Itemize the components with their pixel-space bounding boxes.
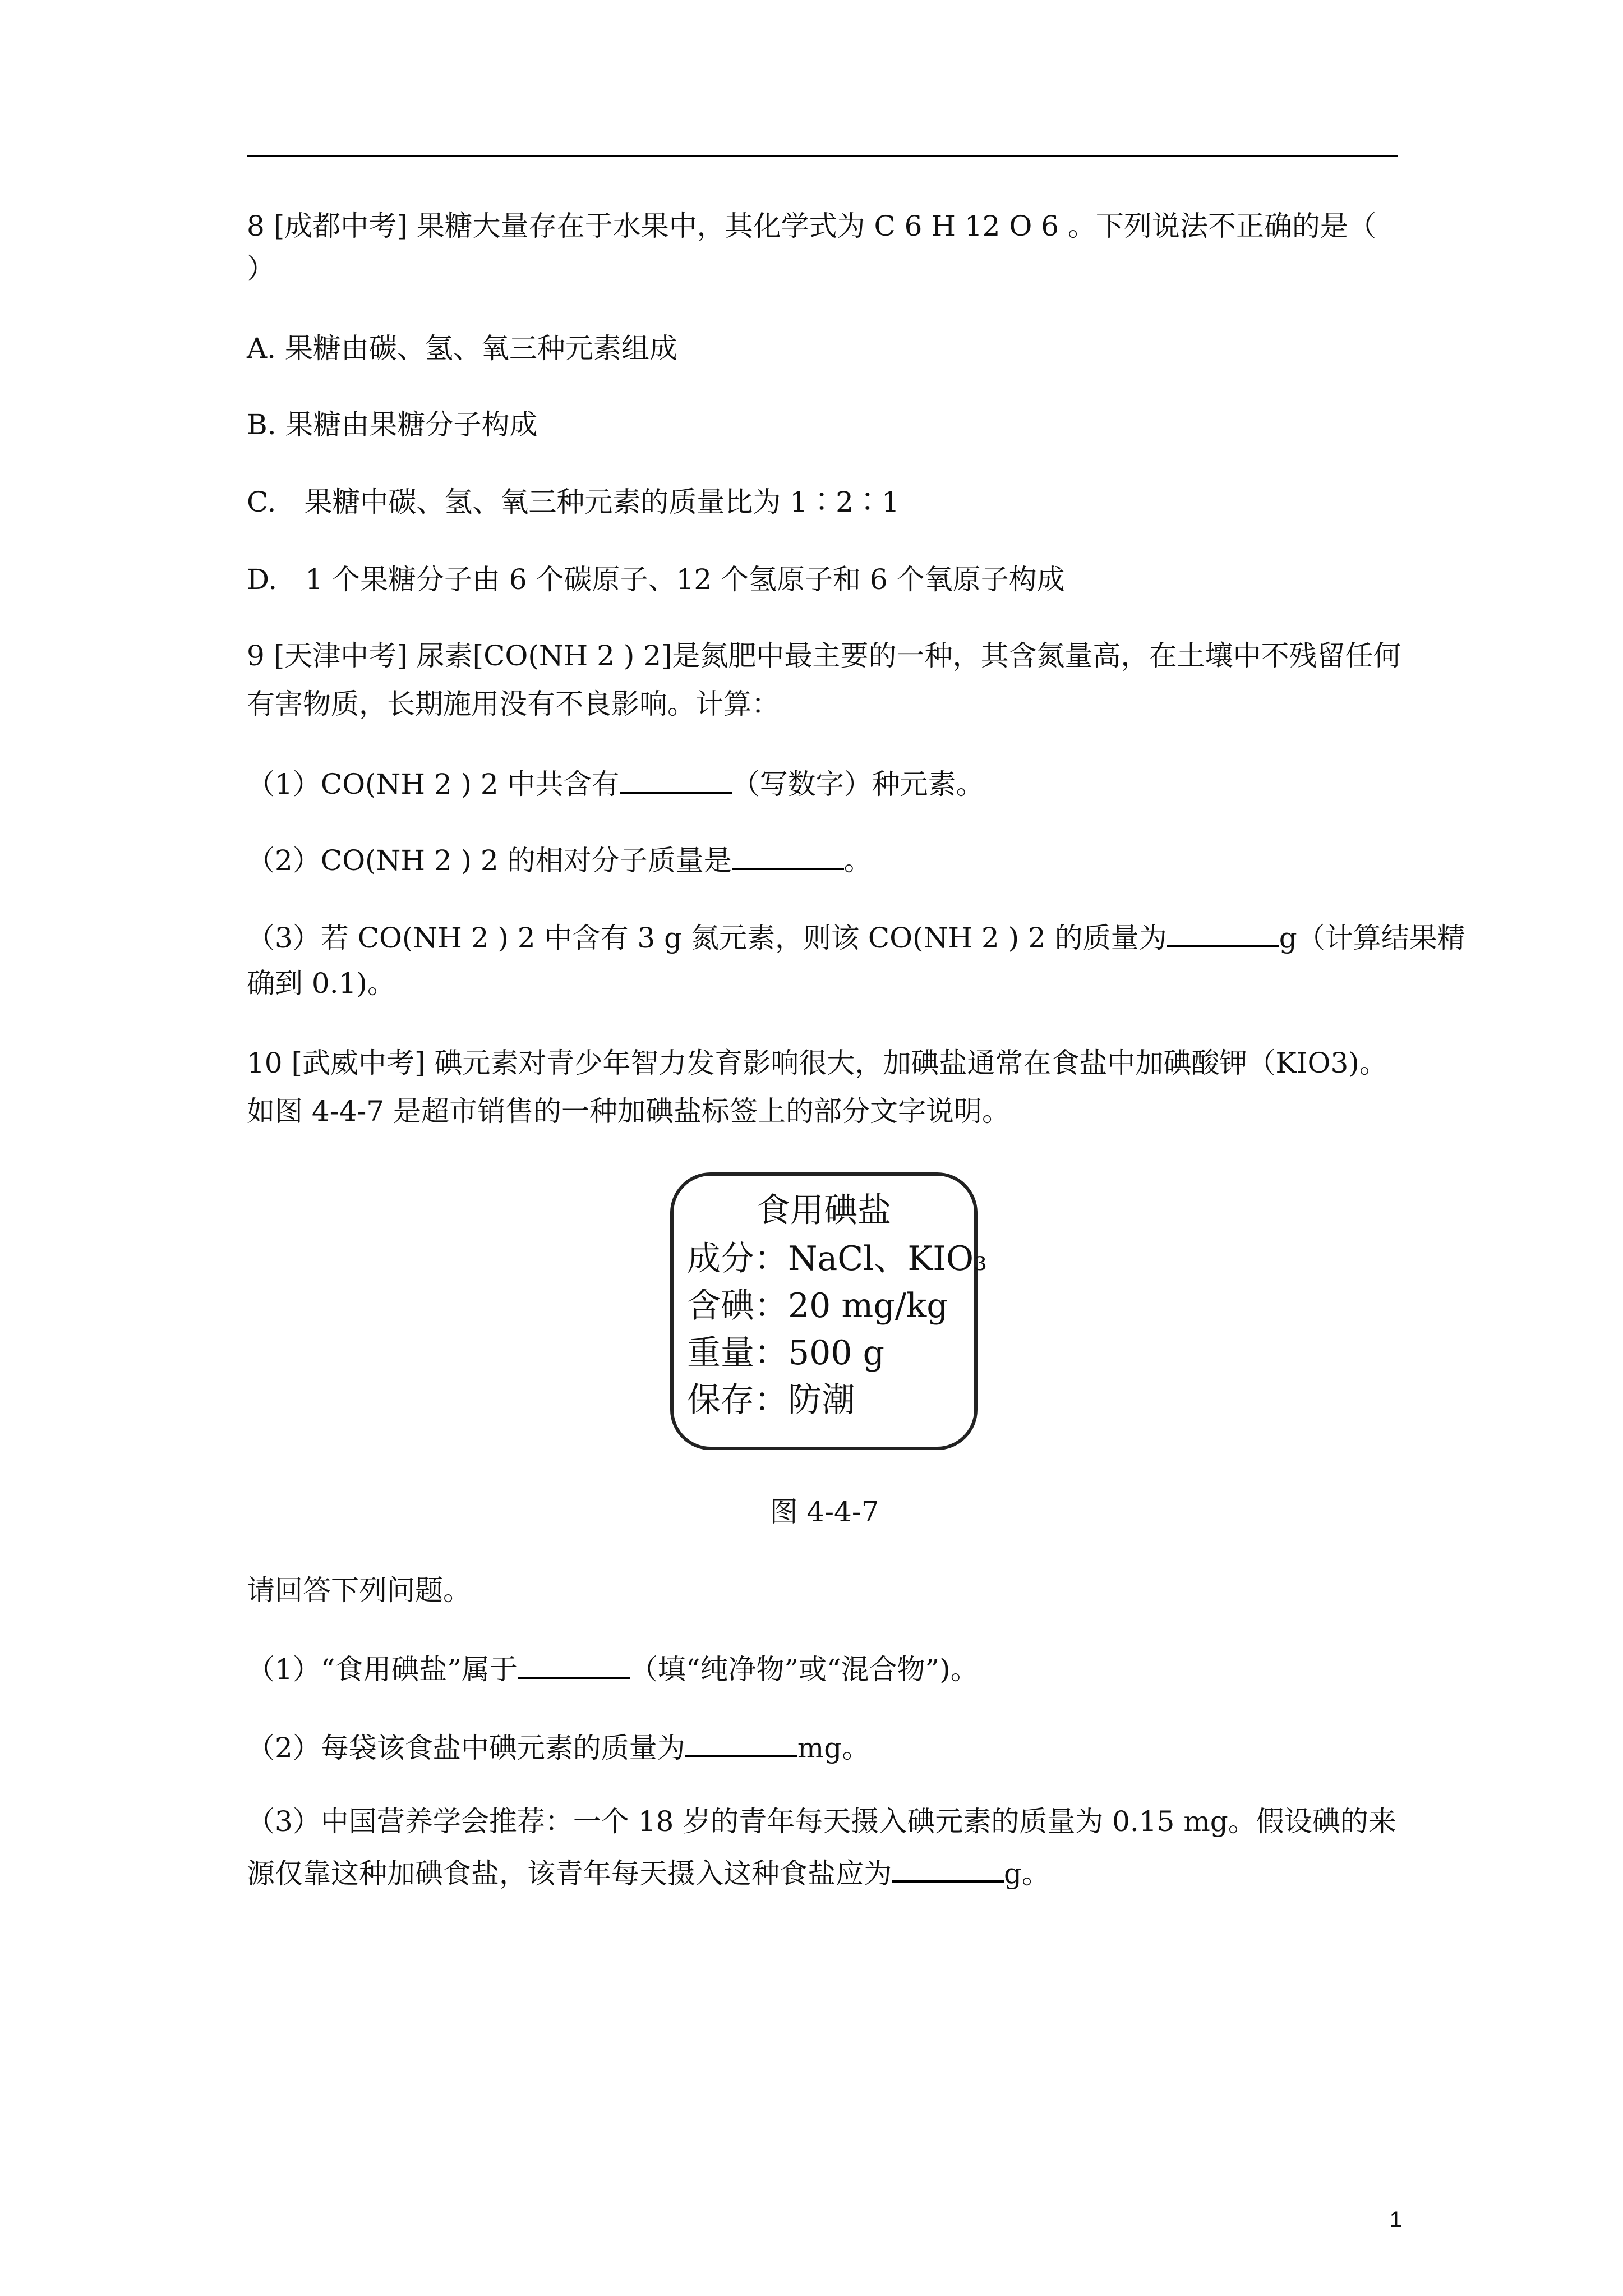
q9-part2 (247, 839, 1402, 880)
q8-option-b: B. 果糖由果糖分子构成 (247, 408, 538, 441)
salt-label-storage: 保存：防潮 (687, 1381, 855, 1420)
q10-part2 (247, 1726, 1402, 1768)
q9-part2-text-before: （2）CO(NH 2 ) 2 的相对分子质量是 (247, 844, 732, 877)
answer-blank[interactable] (518, 1648, 630, 1679)
q10-part3-text-after: g。 (1004, 1857, 1050, 1890)
salt-label-iodine: 含碘：20 mg/kg (687, 1286, 948, 1326)
salt-label-figure (670, 1172, 988, 1450)
q10-part3-text-before: 源仅靠这种加碘食盐，该青年每天摄入这种食盐应为 (247, 1857, 892, 1890)
salt-label-weight: 重量：500 g (687, 1333, 885, 1373)
salt-label-ingredients: 成分：NaCl、KIO₃ (687, 1239, 988, 1278)
q10-part1-text-before: （1）“食用碘盐”属于 (247, 1653, 518, 1686)
q8-option-c: C. 果糖中碳、氢、氧三种元素的质量比为 1∶2∶1 (247, 486, 900, 518)
q10-prompt: 请回答下列问题。 (247, 1574, 471, 1607)
answer-blank[interactable] (685, 1726, 797, 1757)
q9-stem-line2: 有害物质，长期施用没有不良影响。计算： (247, 688, 780, 720)
q10-stem-line2: 如图 4-4-7 是超市销售的一种加碘盐标签上的部分文字说明。 (247, 1095, 1011, 1128)
answer-blank[interactable] (892, 1851, 1004, 1883)
q10-part3-line2 (247, 1851, 1402, 1893)
answer-blank[interactable] (732, 839, 844, 870)
answer-blank[interactable] (1167, 915, 1279, 947)
q10-part2-text-before: （2）每袋该食盐中碘元素的质量为 (247, 1732, 685, 1764)
q8-option-d: D. 1 个果糖分子由 6 个碳原子、12 个氢原子和 6 个氧原子构成 (247, 563, 1065, 596)
q10-part1-text-after: （填“纯净物”或“混合物”)。 (629, 1653, 979, 1686)
header-rule (247, 155, 1398, 157)
q9-part3-line2: 确到 0.1)。 (247, 967, 395, 1000)
salt-label-title: 食用碘盐 (757, 1191, 891, 1230)
page-number: 1 (1389, 2207, 1402, 2232)
q8-stem-line1: 8 [成都中考] 果糖大量存在于水果中，其化学式为 C 6 H 12 O 6 。下列说法不正确的是（ (247, 210, 1376, 242)
q10-part1 (247, 1648, 1402, 1689)
q9-part1-text-after: （写数字）种元素。 (731, 768, 984, 800)
q8-option-a: A. 果糖由碳、氢、氧三种元素组成 (247, 332, 677, 365)
figure-caption: 图 4-4-7 (769, 1496, 879, 1528)
answer-blank[interactable] (620, 763, 732, 794)
q9-part1-text-before: （1）CO(NH 2 ) 2 中共含有 (247, 768, 620, 800)
q8-stem-line2: ） (247, 252, 275, 285)
q10-part2-text-after: mg。 (797, 1732, 870, 1764)
q9-part2-text-after: 。 (843, 844, 872, 877)
q10-stem-line1: 10 [武威中考] 碘元素对青少年智力发育影响很大，加碘盐通常在食盐中加碘酸钾（KIO3)。 (247, 1047, 1387, 1079)
q10-part3-line1: （3）中国营养学会推荐：一个 18 岁的青年每天摄入碘元素的质量为 0.15 mg。假设碘的来 (247, 1805, 1396, 1838)
q9-part3 (247, 915, 1465, 958)
q9-part1 (247, 763, 1402, 804)
q9-stem-line1: 9 [天津中考] 尿素[CO(NH 2 ) 2]是氮肥中最主要的一种，其含氮量高，在土壤中不残留任何 (247, 639, 1401, 672)
q9-part3-text-before: （3）若 CO(NH 2 ) 2 中含有 3 g 氮元素，则该 CO(NH 2 ) 2 的质量为 (247, 922, 1167, 954)
q9-part3-text-after: g（计算结果精 (1279, 922, 1465, 954)
